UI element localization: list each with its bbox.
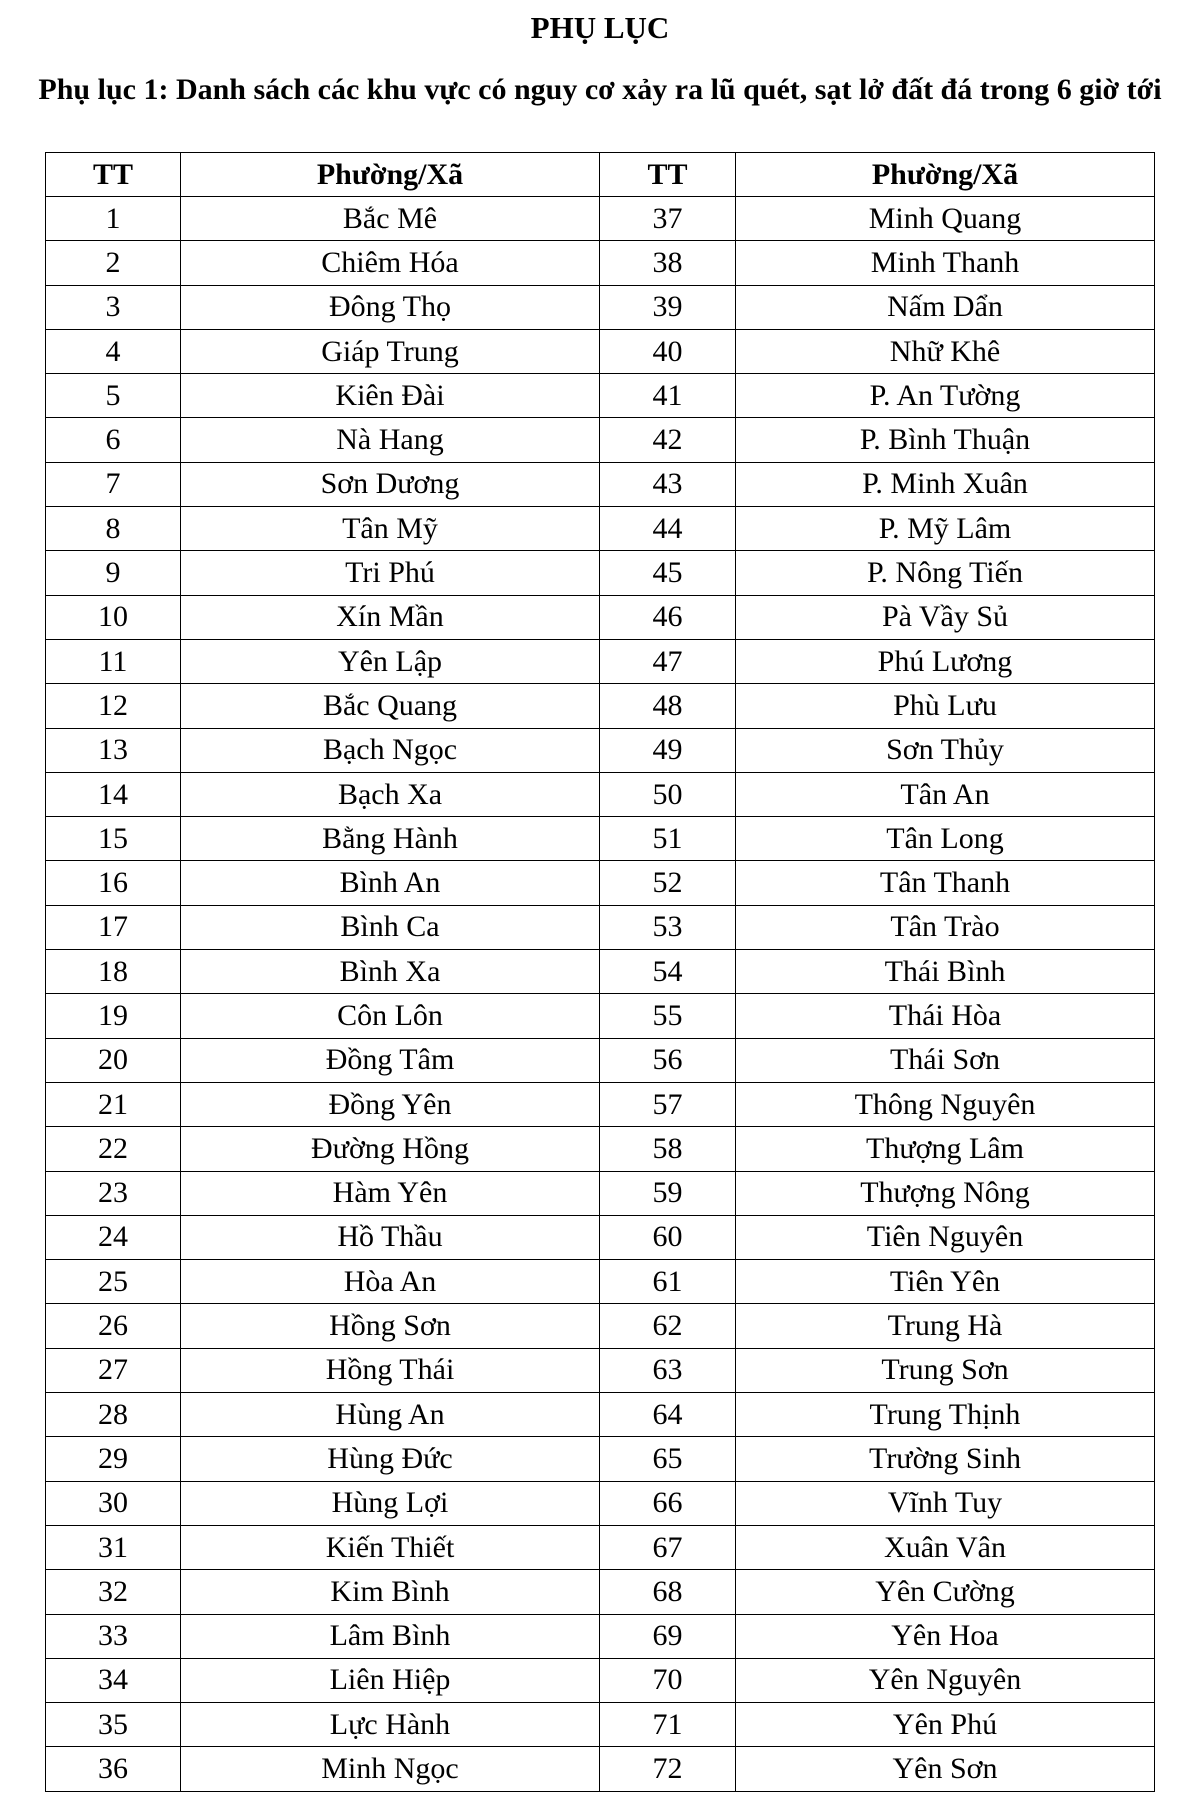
ward-name-left: Tân Mỹ [181, 507, 600, 551]
row-number-right: 43 [600, 462, 736, 506]
ward-name-right: Xuân Vân [736, 1525, 1155, 1569]
row-number-left: 15 [46, 817, 181, 861]
row-number-right: 56 [600, 1038, 736, 1082]
row-number-right: 54 [600, 950, 736, 994]
row-number-right: 69 [600, 1614, 736, 1658]
row-number-right: 70 [600, 1658, 736, 1702]
ward-name-right: Tân Thanh [736, 861, 1155, 905]
row-number-left: 24 [46, 1215, 181, 1259]
row-number-right: 66 [600, 1481, 736, 1525]
ward-name-left: Bắc Quang [181, 684, 600, 728]
row-number-right: 45 [600, 551, 736, 595]
ward-name-left: Xín Mần [181, 595, 600, 639]
ward-name-left: Minh Ngọc [181, 1747, 600, 1791]
table-row [46, 1348, 1155, 1392]
table-row [46, 1481, 1155, 1525]
row-number-right: 51 [600, 817, 736, 861]
ward-name-right: Thông Nguyên [736, 1082, 1155, 1126]
ward-name-left: Đường Hồng [181, 1127, 600, 1171]
ward-name-left: Hùng Lợi [181, 1481, 600, 1525]
ward-name-right: Trung Thịnh [736, 1393, 1155, 1437]
row-number-right: 49 [600, 728, 736, 772]
ward-name-right: Trường Sinh [736, 1437, 1155, 1481]
row-number-left: 25 [46, 1260, 181, 1304]
table-row [46, 684, 1155, 728]
row-number-left: 27 [46, 1348, 181, 1392]
row-number-right: 39 [600, 285, 736, 329]
table-row [46, 728, 1155, 772]
row-number-right: 63 [600, 1348, 736, 1392]
table-row [46, 994, 1155, 1038]
ward-name-right: Tiên Nguyên [736, 1215, 1155, 1259]
ward-name-left: Hồ Thầu [181, 1215, 600, 1259]
row-number-left: 36 [46, 1747, 181, 1791]
row-number-right: 65 [600, 1437, 736, 1481]
ward-name-left: Hàm Yên [181, 1171, 600, 1215]
ward-name-right: Yên Cường [736, 1570, 1155, 1614]
row-number-left: 18 [46, 950, 181, 994]
table-row [46, 1393, 1155, 1437]
row-number-left: 21 [46, 1082, 181, 1126]
row-number-left: 2 [46, 241, 181, 285]
ward-name-right: Minh Thanh [736, 241, 1155, 285]
ward-name-left: Đồng Yên [181, 1082, 600, 1126]
ward-name-left: Kiến Thiết [181, 1525, 600, 1569]
table-row [46, 1260, 1155, 1304]
ward-name-left: Lâm Bình [181, 1614, 600, 1658]
row-number-left: 8 [46, 507, 181, 551]
row-number-left: 14 [46, 772, 181, 816]
area-table [45, 152, 1155, 1792]
row-number-right: 71 [600, 1703, 736, 1747]
row-number-right: 68 [600, 1570, 736, 1614]
row-number-left: 30 [46, 1481, 181, 1525]
table-row [46, 374, 1155, 418]
row-number-left: 22 [46, 1127, 181, 1171]
ward-name-right: Yên Nguyên [736, 1658, 1155, 1702]
table-body [46, 197, 1155, 1792]
row-number-right: 40 [600, 329, 736, 373]
ward-name-left: Lực Hành [181, 1703, 600, 1747]
ward-name-left: Sơn Dương [181, 462, 600, 506]
row-number-left: 5 [46, 374, 181, 418]
ward-name-left: Bằng Hành [181, 817, 600, 861]
table-row [46, 418, 1155, 462]
ward-name-right: Thái Sơn [736, 1038, 1155, 1082]
row-number-left: 4 [46, 329, 181, 373]
row-number-right: 41 [600, 374, 736, 418]
table-row [46, 241, 1155, 285]
ward-name-left: Hồng Thái [181, 1348, 600, 1392]
table-row [46, 507, 1155, 551]
row-number-right: 46 [600, 595, 736, 639]
page-title: PHỤ LỤC [530, 10, 670, 45]
table-row [46, 1437, 1155, 1481]
ward-name-right: Thái Bình [736, 950, 1155, 994]
ward-name-right: P. Nông Tiến [736, 551, 1155, 595]
row-number-left: 23 [46, 1171, 181, 1215]
row-number-right: 61 [600, 1260, 736, 1304]
ward-name-right: Trung Sơn [736, 1348, 1155, 1392]
row-number-left: 28 [46, 1393, 181, 1437]
row-number-right: 62 [600, 1304, 736, 1348]
row-number-left: 11 [46, 639, 181, 683]
table-row [46, 1570, 1155, 1614]
ward-name-right: Phù Lưu [736, 684, 1155, 728]
row-number-left: 31 [46, 1525, 181, 1569]
row-number-left: 26 [46, 1304, 181, 1348]
table-row [46, 1304, 1155, 1348]
table-row [46, 197, 1155, 241]
ward-name-left: Bắc Mê [181, 197, 600, 241]
header-ward-left: Phường/Xã [181, 153, 600, 197]
row-number-right: 38 [600, 241, 736, 285]
ward-name-right: Nấm Dẩn [736, 285, 1155, 329]
ward-name-left: Hòa An [181, 1260, 600, 1304]
header-tt-right: TT [600, 153, 736, 197]
ward-name-left: Hùng Đức [181, 1437, 600, 1481]
row-number-left: 10 [46, 595, 181, 639]
row-number-left: 12 [46, 684, 181, 728]
ward-name-right: Tiên Yên [736, 1260, 1155, 1304]
table-row [46, 551, 1155, 595]
table-row [46, 462, 1155, 506]
ward-name-right: Yên Phú [736, 1703, 1155, 1747]
table-row [46, 1703, 1155, 1747]
ward-name-right: Nhữ Khê [736, 329, 1155, 373]
ward-name-left: Bạch Xa [181, 772, 600, 816]
ward-name-right: Yên Sơn [736, 1747, 1155, 1791]
ward-name-left: Tri Phú [181, 551, 600, 595]
ward-name-right: Phú Lương [736, 639, 1155, 683]
row-number-left: 16 [46, 861, 181, 905]
ward-name-right: P. Minh Xuân [736, 462, 1155, 506]
ward-name-left: Nà Hang [181, 418, 600, 462]
row-number-left: 32 [46, 1570, 181, 1614]
row-number-right: 72 [600, 1747, 736, 1791]
table-header-row [46, 153, 1155, 197]
row-number-left: 20 [46, 1038, 181, 1082]
header-tt-left: TT [46, 153, 181, 197]
ward-name-left: Yên Lập [181, 639, 600, 683]
row-number-left: 7 [46, 462, 181, 506]
table-row [46, 905, 1155, 949]
table-row [46, 329, 1155, 373]
ward-name-right: Vĩnh Tuy [736, 1481, 1155, 1525]
table-row [46, 1082, 1155, 1126]
row-number-right: 59 [600, 1171, 736, 1215]
row-number-left: 29 [46, 1437, 181, 1481]
ward-name-right: P. An Tường [736, 374, 1155, 418]
table-row [46, 1614, 1155, 1658]
ward-name-right: Sơn Thủy [736, 728, 1155, 772]
table-row [46, 285, 1155, 329]
ward-name-right: Thượng Lâm [736, 1127, 1155, 1171]
ward-name-right: Yên Hoa [736, 1614, 1155, 1658]
row-number-left: 33 [46, 1614, 181, 1658]
row-number-right: 50 [600, 772, 736, 816]
ward-name-left: Giáp Trung [181, 329, 600, 373]
ward-name-right: Thượng Nông [736, 1171, 1155, 1215]
row-number-right: 60 [600, 1215, 736, 1259]
row-number-left: 35 [46, 1703, 181, 1747]
table-row [46, 772, 1155, 816]
ward-name-left: Bình Xa [181, 950, 600, 994]
ward-name-left: Kim Bình [181, 1570, 600, 1614]
row-number-right: 42 [600, 418, 736, 462]
ward-name-right: Trung Hà [736, 1304, 1155, 1348]
row-number-left: 1 [46, 197, 181, 241]
row-number-right: 52 [600, 861, 736, 905]
table-row [46, 1171, 1155, 1215]
table-row [46, 595, 1155, 639]
ward-name-left: Liên Hiệp [181, 1658, 600, 1702]
row-number-right: 57 [600, 1082, 736, 1126]
ward-name-left: Bình An [181, 861, 600, 905]
header-ward-right: Phường/Xã [736, 153, 1155, 197]
ward-name-right: Tân Trào [736, 905, 1155, 949]
ward-name-left: Hùng An [181, 1393, 600, 1437]
row-number-right: 47 [600, 639, 736, 683]
row-number-left: 6 [46, 418, 181, 462]
row-number-left: 34 [46, 1658, 181, 1702]
table-row [46, 1658, 1155, 1702]
table-row [46, 861, 1155, 905]
row-number-right: 48 [600, 684, 736, 728]
ward-name-left: Đồng Tâm [181, 1038, 600, 1082]
row-number-left: 13 [46, 728, 181, 772]
ward-name-left: Chiêm Hóa [181, 241, 600, 285]
ward-name-right: Tân Long [736, 817, 1155, 861]
ward-name-right: Minh Quang [736, 197, 1155, 241]
ward-name-right: P. Bình Thuận [736, 418, 1155, 462]
row-number-right: 53 [600, 905, 736, 949]
ward-name-right: Pà Vầy Sủ [736, 595, 1155, 639]
table-row [46, 1747, 1155, 1791]
row-number-right: 37 [600, 197, 736, 241]
ward-name-left: Côn Lôn [181, 994, 600, 1038]
row-number-right: 55 [600, 994, 736, 1038]
ward-name-left: Đông Thọ [181, 285, 600, 329]
table-row [46, 950, 1155, 994]
table-row [46, 1127, 1155, 1171]
row-number-right: 44 [600, 507, 736, 551]
ward-name-right: Tân An [736, 772, 1155, 816]
ward-name-left: Bình Ca [181, 905, 600, 949]
ward-name-right: Thái Hòa [736, 994, 1155, 1038]
row-number-right: 64 [600, 1393, 736, 1437]
table-row [46, 1038, 1155, 1082]
appendix-subtitle: Phụ lục 1: Danh sách các khu vực có nguy cơ xảy ra lũ quét, sạt lở đất đá trong 6 giờ tới [38, 73, 1162, 106]
table-row [46, 1215, 1155, 1259]
table-row [46, 1525, 1155, 1569]
ward-name-left: Hồng Sơn [181, 1304, 600, 1348]
row-number-left: 19 [46, 994, 181, 1038]
row-number-left: 17 [46, 905, 181, 949]
row-number-left: 3 [46, 285, 181, 329]
row-number-left: 9 [46, 551, 181, 595]
table-row [46, 817, 1155, 861]
ward-name-left: Bạch Ngọc [181, 728, 600, 772]
ward-name-left: Kiên Đài [181, 374, 600, 418]
table-row [46, 639, 1155, 683]
ward-name-right: P. Mỹ Lâm [736, 507, 1155, 551]
row-number-right: 58 [600, 1127, 736, 1171]
row-number-right: 67 [600, 1525, 736, 1569]
